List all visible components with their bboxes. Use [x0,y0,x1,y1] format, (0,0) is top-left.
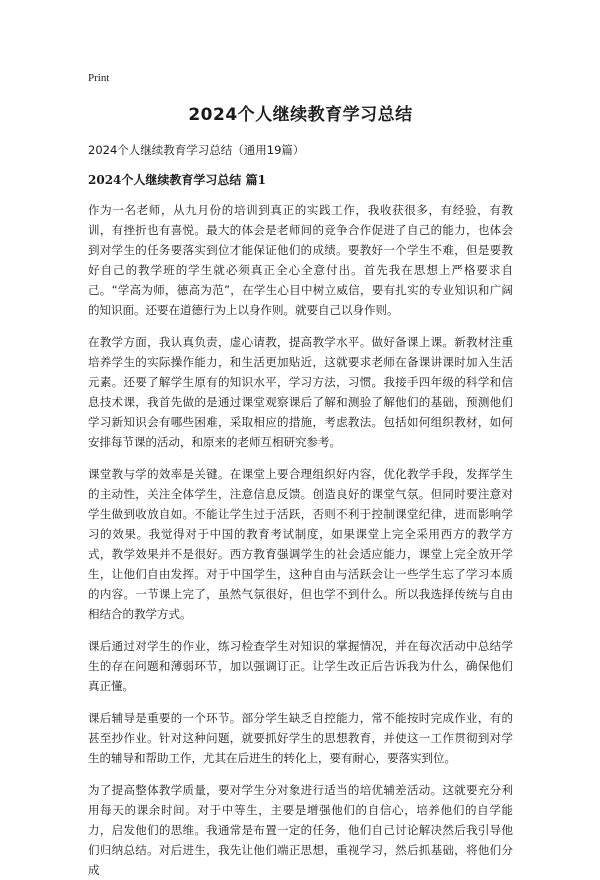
paragraph: 在教学方面，我认真负责，虚心请教，提高教学水平。做好备课上课。新教材注重培养学生的实际操作能力，和生活更加贴近，这就要求老师在备课讲课时加入生活元素。还要了解学生原有的知识水平，学习方法，习惯。我接手四年级的科学和信息技术课，我首先做的是通过课堂观察课后了解和测验了解他们的基础，预测他们学习新知识会有哪些困难，采取相应的措施，考虑教法。包括如何组织教材，如何安排每节课的活动，和原来的老师互相研究参考。 [88,335,513,449]
document-subtitle: 2024个人继续教育学习总结（通用19篇） [88,143,305,157]
page-title: 2024个人继续教育学习总结 [188,105,413,125]
paragraph: 课后辅导是重要的一个环节。部分学生缺乏自控能力，常不能按时完成作业，有的甚至抄作业。针对这种问题，就要抓好学生的思想教育，并使这一工作贯彻到对学生的辅导和帮助工作，尤其在后进生的转化上，要有耐心，要落实到位。 [88,711,513,765]
section-heading: 2024个人继续教育学习总结 篇1 [88,173,266,187]
paragraph: 课堂教与学的效率是关键。在课堂上要合理组织好内容，优化教学手段，发挥学生的主动性，关注全体学生，注意信息反馈。创造良好的课堂气氛。但同时要注意对学生做到收放自如。不能让学生过于活跃，否则不利于控制课堂纪律，进而影响学习的效果。我觉得对于中国的教育考试制度，如果课堂上完全采用西方的教学方式，教学效果并不是很好。西方教育强调学生的社会适应能力，课堂上完全放开学生，让他们自由发挥。对于中国学生，这种自由与活跃会让一些学生忘了学习本质的内容。一节课上完了，虽然气氛很好，但也学不到什么。所以我选择传统与自由相结合的教学方式。 [88,467,513,621]
print-link[interactable]: Print [88,72,110,84]
paragraph: 作为一名老师，从九月份的培训到真正的实践工作，我收获很多，有经验，有教训，有挫折也有喜悦。最大的体会是老师间的竞争合作促进了自己的能力，也体会到对学生的任务要落实到位才能保证他们的成绩。要教好一个学生不难，但是要教好自己的教学班的学生就必须真正全心全意付出。首先我在思想上严格要求自己。“学高为师，德高为范”，在学生心目中树立威信，要有扎实的专业知识和广阔的知识面。还要在道德行为上以身作则。就要自己以身作则。 [88,203,513,317]
paragraph: 为了提高整体教学质量，要对学生分对象进行适当的培优辅差活动。这就要充分利用每天的课余时间。对于中等生，主要是增强他们的自信心，培养他们的自学能力，启发他们的思维。我通常是布置一定的任务，他们自己讨论解决然后我引导他们归纳总结。对后进生，我先让他们端正思想，重视学习，然后抓基础，将他们分成 [88,783,513,877]
paragraph: 课后通过对学生的作业，练习检查学生对知识的掌握情况，并在每次活动中总结学生的存在问题和薄弱环节，加以强调订正。让学生改正后告诉我为什么，确保他们真正懂。 [88,639,513,693]
